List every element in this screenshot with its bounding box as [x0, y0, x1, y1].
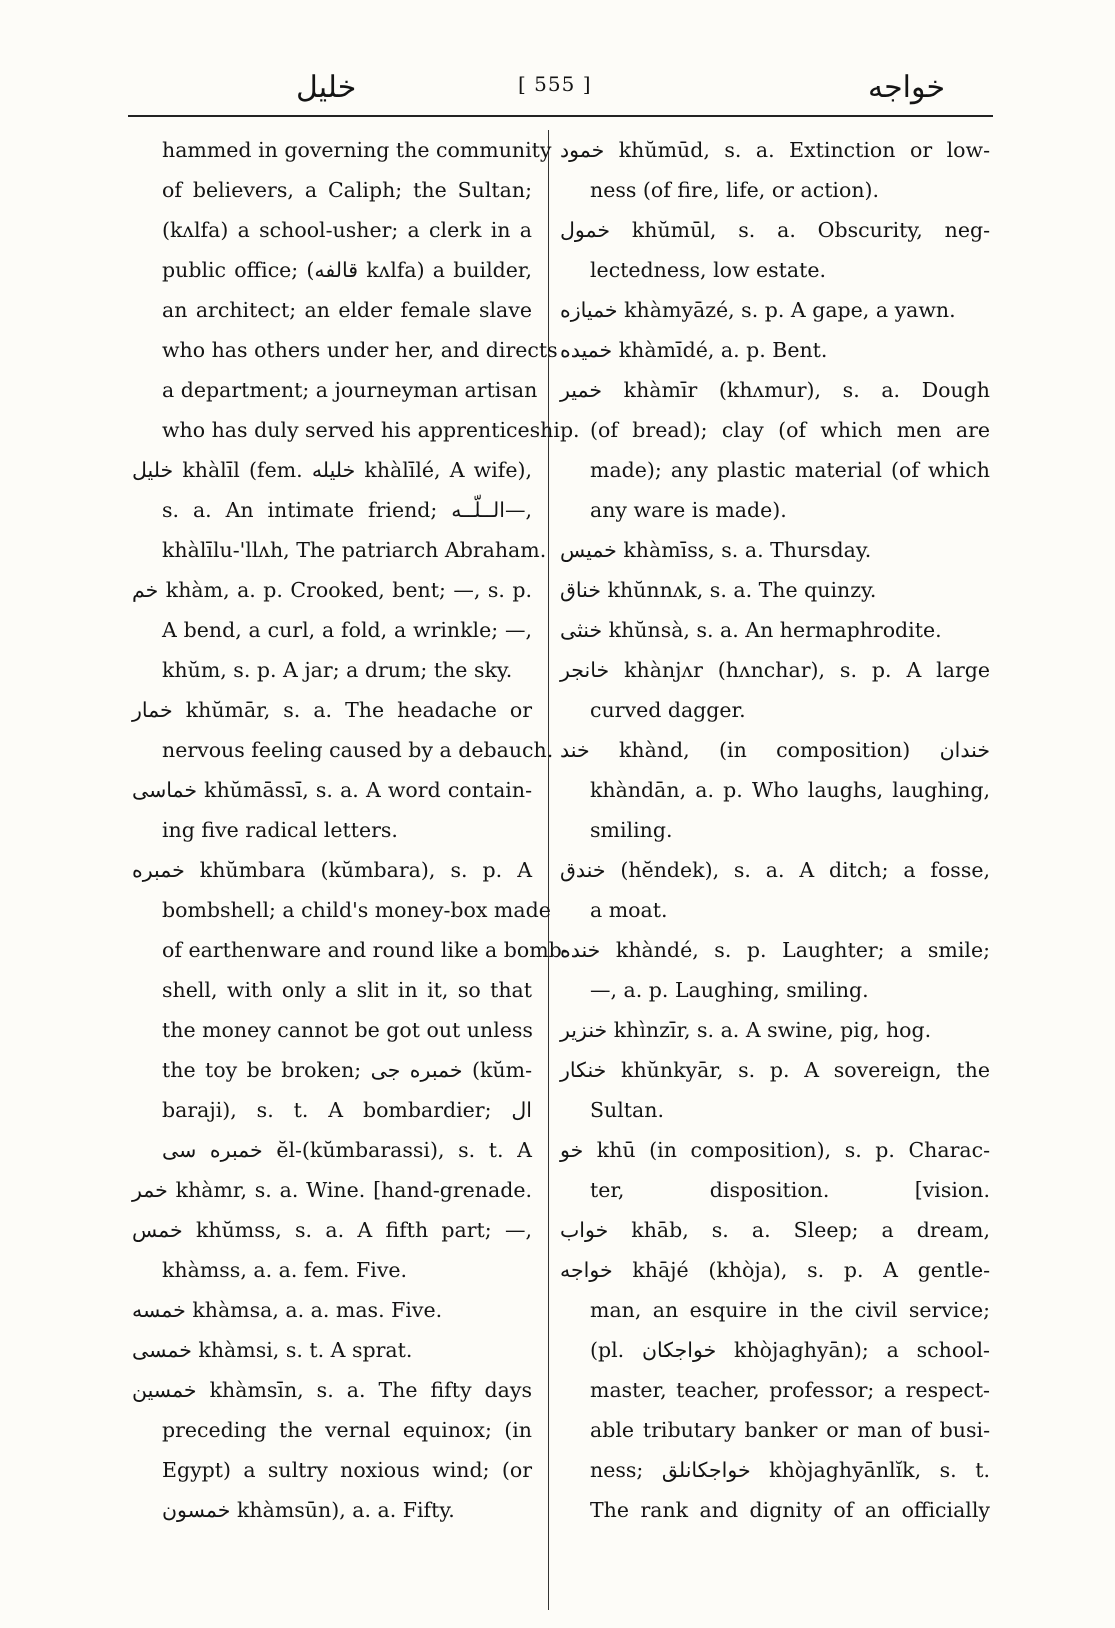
- dictionary-line: خنثى khŭnsà, s. a. An hermaphrodite.: [560, 618, 942, 642]
- dictionary-line: (kʌlfa) a school-usher; a clerk in a: [162, 218, 532, 242]
- dictionary-line: خمسى khàmsi, s. t. A sprat.: [132, 1338, 413, 1362]
- dictionary-line: master, teacher, professor; a respect-: [590, 1378, 990, 1402]
- dictionary-line: خميس khàmīss, s. a. Thursday.: [560, 538, 872, 562]
- dictionary-line: خمس khŭmss, s. a. A fifth part; —,: [132, 1218, 532, 1242]
- dictionary-line: the money cannot be got out unless: [162, 1018, 533, 1042]
- dictionary-line: خندق (hĕndek), s. a. A ditch; a fosse,: [560, 858, 990, 882]
- dictionary-line: ness (of fire, life, or action).: [590, 178, 880, 202]
- header-rule: [128, 115, 993, 117]
- dictionary-line: ness; خواجكانلق khòjaghyānlĭk, s. t.: [590, 1458, 990, 1482]
- dictionary-line: public office; (قالفه kʌlfa) a builder,: [162, 258, 532, 282]
- dictionary-line: made); any plastic material (of which: [590, 458, 990, 482]
- dictionary-line: خمر khàmr, s. a. Wine. [hand-grenade.: [132, 1178, 532, 1202]
- dictionary-line: of believers, a Caliph; the Sultan;: [162, 178, 532, 202]
- dictionary-line: خميده khàmīdé, a. p. Bent.: [560, 338, 828, 362]
- dictionary-line: baraji), s. t. A bombardier; ال: [162, 1098, 532, 1122]
- dictionary-line: —, a. p. Laughing, smiling.: [590, 978, 869, 1002]
- dictionary-line: who has duly served his apprenticeship.: [162, 418, 580, 442]
- dictionary-line: khŭm, s. p. A jar; a drum; the sky.: [162, 658, 513, 682]
- dictionary-line: ing five radical letters.: [162, 818, 398, 842]
- dictionary-line: خميازه khàmyāzé, s. p. A gape, a yawn.: [560, 298, 956, 322]
- dictionary-line: man, an esquire in the civil service;: [590, 1298, 990, 1322]
- dictionary-line: خمسين khàmsīn, s. a. The fifty days: [132, 1378, 532, 1402]
- dictionary-line: khàlīlu-'llʌh, The patriarch Abraham.: [162, 538, 547, 562]
- dictionary-line: خند khànd, (in composition) خندان: [560, 738, 990, 762]
- dictionary-line: Sultan.: [590, 1098, 664, 1122]
- dictionary-line: curved dagger.: [590, 698, 746, 722]
- dictionary-line: خم khàm, a. p. Crooked, bent; —, s. p.: [132, 578, 532, 602]
- page-number: [ 555 ]: [518, 72, 592, 96]
- dictionary-line: smiling.: [590, 818, 673, 842]
- dictionary-line: خمول khŭmūl, s. a. Obscurity, neg-: [560, 218, 990, 242]
- dictionary-line: a moat.: [590, 898, 668, 922]
- dictionary-line: A bend, a curl, a fold, a wrinkle; —,: [162, 618, 532, 642]
- dictionary-line: Egypt) a sultry noxious wind; (or: [162, 1458, 532, 1482]
- dictionary-line: خنكار khŭnkyār, s. p. A sovereign, the: [560, 1058, 990, 1082]
- dictionary-line: خانجر khànjʌr (hʌnchar), s. p. A large: [560, 658, 990, 682]
- dictionary-line: خمبره سى ĕl-(kŭmbarassi), s. t. A: [162, 1138, 532, 1162]
- dictionary-line: any ware is made).: [590, 498, 787, 522]
- dictionary-line: خنزير khìnzīr, s. a. A swine, pig, hog.: [560, 1018, 932, 1042]
- dictionary-line: nervous feeling caused by a debauch.: [162, 738, 554, 762]
- dictionary-line: خناق khŭnnʌk, s. a. The quinzy.: [560, 578, 877, 602]
- dictionary-line: bombshell; a child's money-box made: [162, 898, 551, 922]
- dictionary-line: khàmss, a. a. fem. Five.: [162, 1258, 408, 1282]
- dictionary-line: of earthenware and round like a bomb-: [162, 938, 569, 962]
- dictionary-line: خماسى khŭmāssī, s. a. A word contain-: [132, 778, 532, 802]
- dictionary-line: an architect; an elder female slave: [162, 298, 532, 322]
- dictionary-line: ter, disposition. [vision.: [590, 1178, 990, 1202]
- dictionary-line: خواجه khājé (khòja), s. p. A gentle-: [560, 1258, 990, 1282]
- dictionary-line: hammed in governing the community: [162, 138, 552, 162]
- right-column: [560, 130, 990, 1530]
- dictionary-line: (of bread); clay (of which men are: [590, 418, 990, 442]
- left-column: [132, 130, 580, 1530]
- dictionary-line: خمود khŭmūd, s. a. Extinction or low-: [560, 138, 990, 162]
- dictionary-line: خمار khŭmār, s. a. The headache or: [132, 698, 532, 722]
- left-running-headword: خليل: [296, 70, 357, 105]
- dictionary-line: preceding the vernal equinox; (in: [162, 1418, 532, 1442]
- dictionary-line: a department; a journeyman artisan: [162, 378, 538, 402]
- dictionary-line: khàndān, a. p. Who laughs, laughing,: [590, 778, 990, 802]
- dictionary-line: خمير khàmīr (khʌmur), s. a. Dough: [560, 378, 990, 402]
- dictionary-line: خو khū (in composition), s. p. Charac-: [560, 1138, 990, 1162]
- dictionary-line: who has others under her, and directs: [162, 338, 558, 362]
- dictionary-line: خمسه khàmsa, a. a. mas. Five.: [132, 1298, 443, 1322]
- dictionary-line: خمسون khàmsūn), a. a. Fifty.: [162, 1498, 455, 1522]
- dictionary-line: خواب khāb, s. a. Sleep; a dream,: [560, 1218, 990, 1242]
- dictionary-line: able tributary banker or man of busi-: [590, 1418, 990, 1442]
- dictionary-line: خليل khàlīl (fem. خليله khàlīlé, A wife),: [132, 458, 532, 482]
- dictionary-line: the toy be broken; خمبره جى (kŭm-: [162, 1058, 532, 1082]
- dictionary-line: lectedness, low estate.: [590, 258, 827, 282]
- dictionary-line: The rank and dignity of an officially: [590, 1498, 990, 1522]
- dictionary-line: خمبره khŭmbara (kŭmbara), s. p. A: [132, 858, 532, 882]
- right-running-headword: خواجه: [868, 70, 946, 105]
- dictionary-line: s. a. An intimate friend; الــلّــه—,: [162, 498, 532, 522]
- dictionary-line: خنده khàndé, s. p. Laughter; a smile;: [560, 938, 990, 962]
- page-header: [128, 60, 983, 114]
- dictionary-line: shell, with only a slit in it, so that: [162, 978, 532, 1002]
- dictionary-line: (pl. خواجكان khòjaghyān); a school-: [590, 1338, 990, 1362]
